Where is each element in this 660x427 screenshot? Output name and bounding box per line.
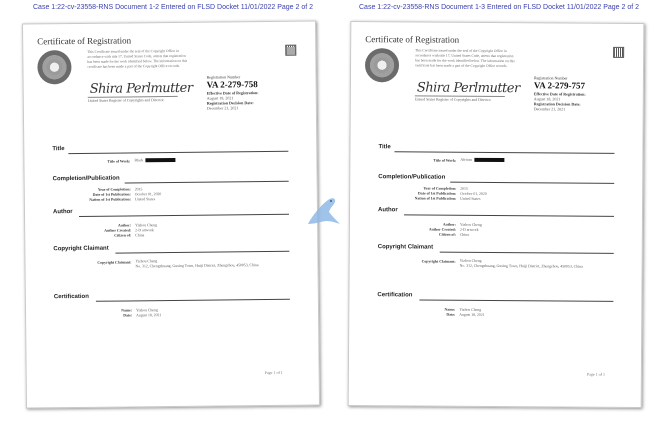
section-rule [394,151,614,154]
certificate-intro: This Certificate issued under the seal of the Copyright Office in accordance with title 17, United States Code, attests that registration has been made for the work identified below. The information on this certificate has been made a part of the Copyright Office records. [415,48,515,69]
author-created-label: Author Created: [104,228,132,233]
signer-caption: United States Register of Copyrights and Director [414,97,491,102]
docket-header-left: Case 1:22-cv-23558-RNS Document 1-2 Entered on FLSD Docket 11/01/2022 Page 2 of 2 [33,4,314,11]
cert-date-value: August 18, 2021 [459,312,485,317]
certificate-title: Certificate of Registration [365,34,460,45]
section-rule [115,251,289,254]
citizen-value: China [459,232,469,237]
registration-number: VA 2-279-757 [533,80,586,91]
title-of-work-value: African [460,158,504,162]
year-value: 2015 [134,187,143,192]
register-signature: Shira Perlmutter [416,80,520,97]
registration-number-label: Registration Number [533,75,568,81]
certificate-page-right [348,21,645,408]
first-pub-value: October 01, 2020 [460,191,487,196]
title-of-work-label: Title of Work: [433,158,457,163]
first-pub-value: October 01, 2020 [134,192,162,197]
claimant-label: Copyright Claimant: [421,259,456,264]
copyright-office-seal-icon [365,48,399,82]
section-rule [450,182,614,184]
seal-mascot-icon [302,194,344,228]
section-claimant: Copyright Claimant [53,245,109,253]
docket-header-right: Case 1:22-cv-23558-RNS Document 1-3 Entered on FLSD Docket 11/01/2022 Page 2 of 2 [359,4,640,11]
section-rule [68,151,288,154]
register-signature: Shira Perlmutter [89,80,193,97]
section-rule [96,299,290,302]
section-completion: Completion/Publication [378,174,446,181]
year-label: Year of Completion: [423,186,457,191]
section-rule [79,214,289,217]
claimant-name: Yizhou Cheng [459,258,482,263]
section-claimant: Copyright Claimant [377,244,434,251]
year-value: 2015 [460,186,468,191]
cert-date-label: Date: [446,312,456,317]
first-pub-label: Date of 1st Publication: [92,192,131,197]
author-value: Yizhou Cheng [459,222,482,227]
citizen-value: China [135,233,145,238]
nation-value: United States [134,197,156,202]
claimant-address: No. 312, Chengzhuang, Guxing Town, Huiji District, Zhengzhou, 450053, China [459,263,583,269]
qr-code-icon [613,47,624,58]
author-label: Author: [118,223,132,228]
copyright-office-seal-icon [37,50,71,84]
author-label: Author: [442,222,456,227]
section-title: Title [378,144,391,151]
author-created-value: 2-D artwork [459,227,479,232]
page-number: Page 1 of 1 [586,371,606,377]
effective-date-label: Effective Date of Registration: [206,90,259,96]
author-created-value: 2-D artwork [135,228,154,233]
cert-date-label: Date: [123,313,133,318]
section-author: Author [52,209,73,216]
certificate-intro: This Certificate issued under the seal of the Copyright Office in accordance with title 17, United States Code, attests that registration has been made for the work identified below. The information on this certificate has been made a part of the Copyright Office records. [87,48,188,69]
nation-label: Nation of 1st Publication: [89,197,131,202]
certificate-page-left [22,20,320,408]
claimant-name: Yizhou Cheng [135,259,158,264]
decision-date-label: Registration Decision Date: [533,101,581,107]
cert-name-value: Yizhou Cheng [459,307,482,312]
registration-number-label: Registration Number [206,74,241,80]
claimant-label: Copyright Claimant: [97,260,132,265]
effective-date: August 18, 2021 [206,95,234,101]
title-of-work-label: Title of Work: [107,159,131,164]
section-certification: Certification [377,292,413,299]
redaction-bar [474,158,504,162]
title-of-work-value: Black [134,158,175,163]
section-rule [419,299,613,301]
decision-date: December 21, 2021 [533,106,566,112]
nation-value: United States [460,196,481,201]
cert-name-value: Yizhou Cheng [135,308,158,313]
cert-date-value: August 18, 2021 [136,313,162,318]
citizen-label: Citizen of: [114,233,132,238]
qr-code-icon [285,45,296,56]
registration-number: VA 2-279-758 [206,79,258,90]
author-created-label: Author Created: [428,227,456,232]
citizen-label: Citizen of: [438,232,456,237]
section-rule [440,252,614,254]
claimant-address: No. 312, Chengzhuang, Guxing Town, Huiji District, Zhengzhou, 450053, China [135,263,259,269]
cert-name-label: Name: [444,307,456,312]
author-value: Yizhou Cheng [135,223,157,228]
nation-label: Nation of 1st Publication: [414,196,457,201]
page-number: Page 1 of 1 [264,369,283,376]
section-title: Title [52,146,65,153]
cert-name-label: Name: [121,308,133,313]
first-pub-label: Date of 1st Publication: [418,191,457,196]
section-rule [125,181,289,184]
year-label: Year of Completion: [97,187,131,192]
signer-caption: United States Register of Copyrights and Director [87,98,164,103]
effective-date-label: Effective Date of Registration: [533,91,586,97]
effective-date: August 18, 2021 [533,96,561,102]
certificate-title: Certificate of Registration [37,35,132,47]
section-author: Author [378,207,398,214]
section-completion: Completion/Publication [52,175,120,183]
section-rule [404,214,614,216]
decision-date: December 21, 2021 [206,105,239,111]
redaction-bar [145,158,175,162]
section-certification: Certification [53,293,89,301]
decision-date-label: Registration Decision Date: [206,100,254,106]
